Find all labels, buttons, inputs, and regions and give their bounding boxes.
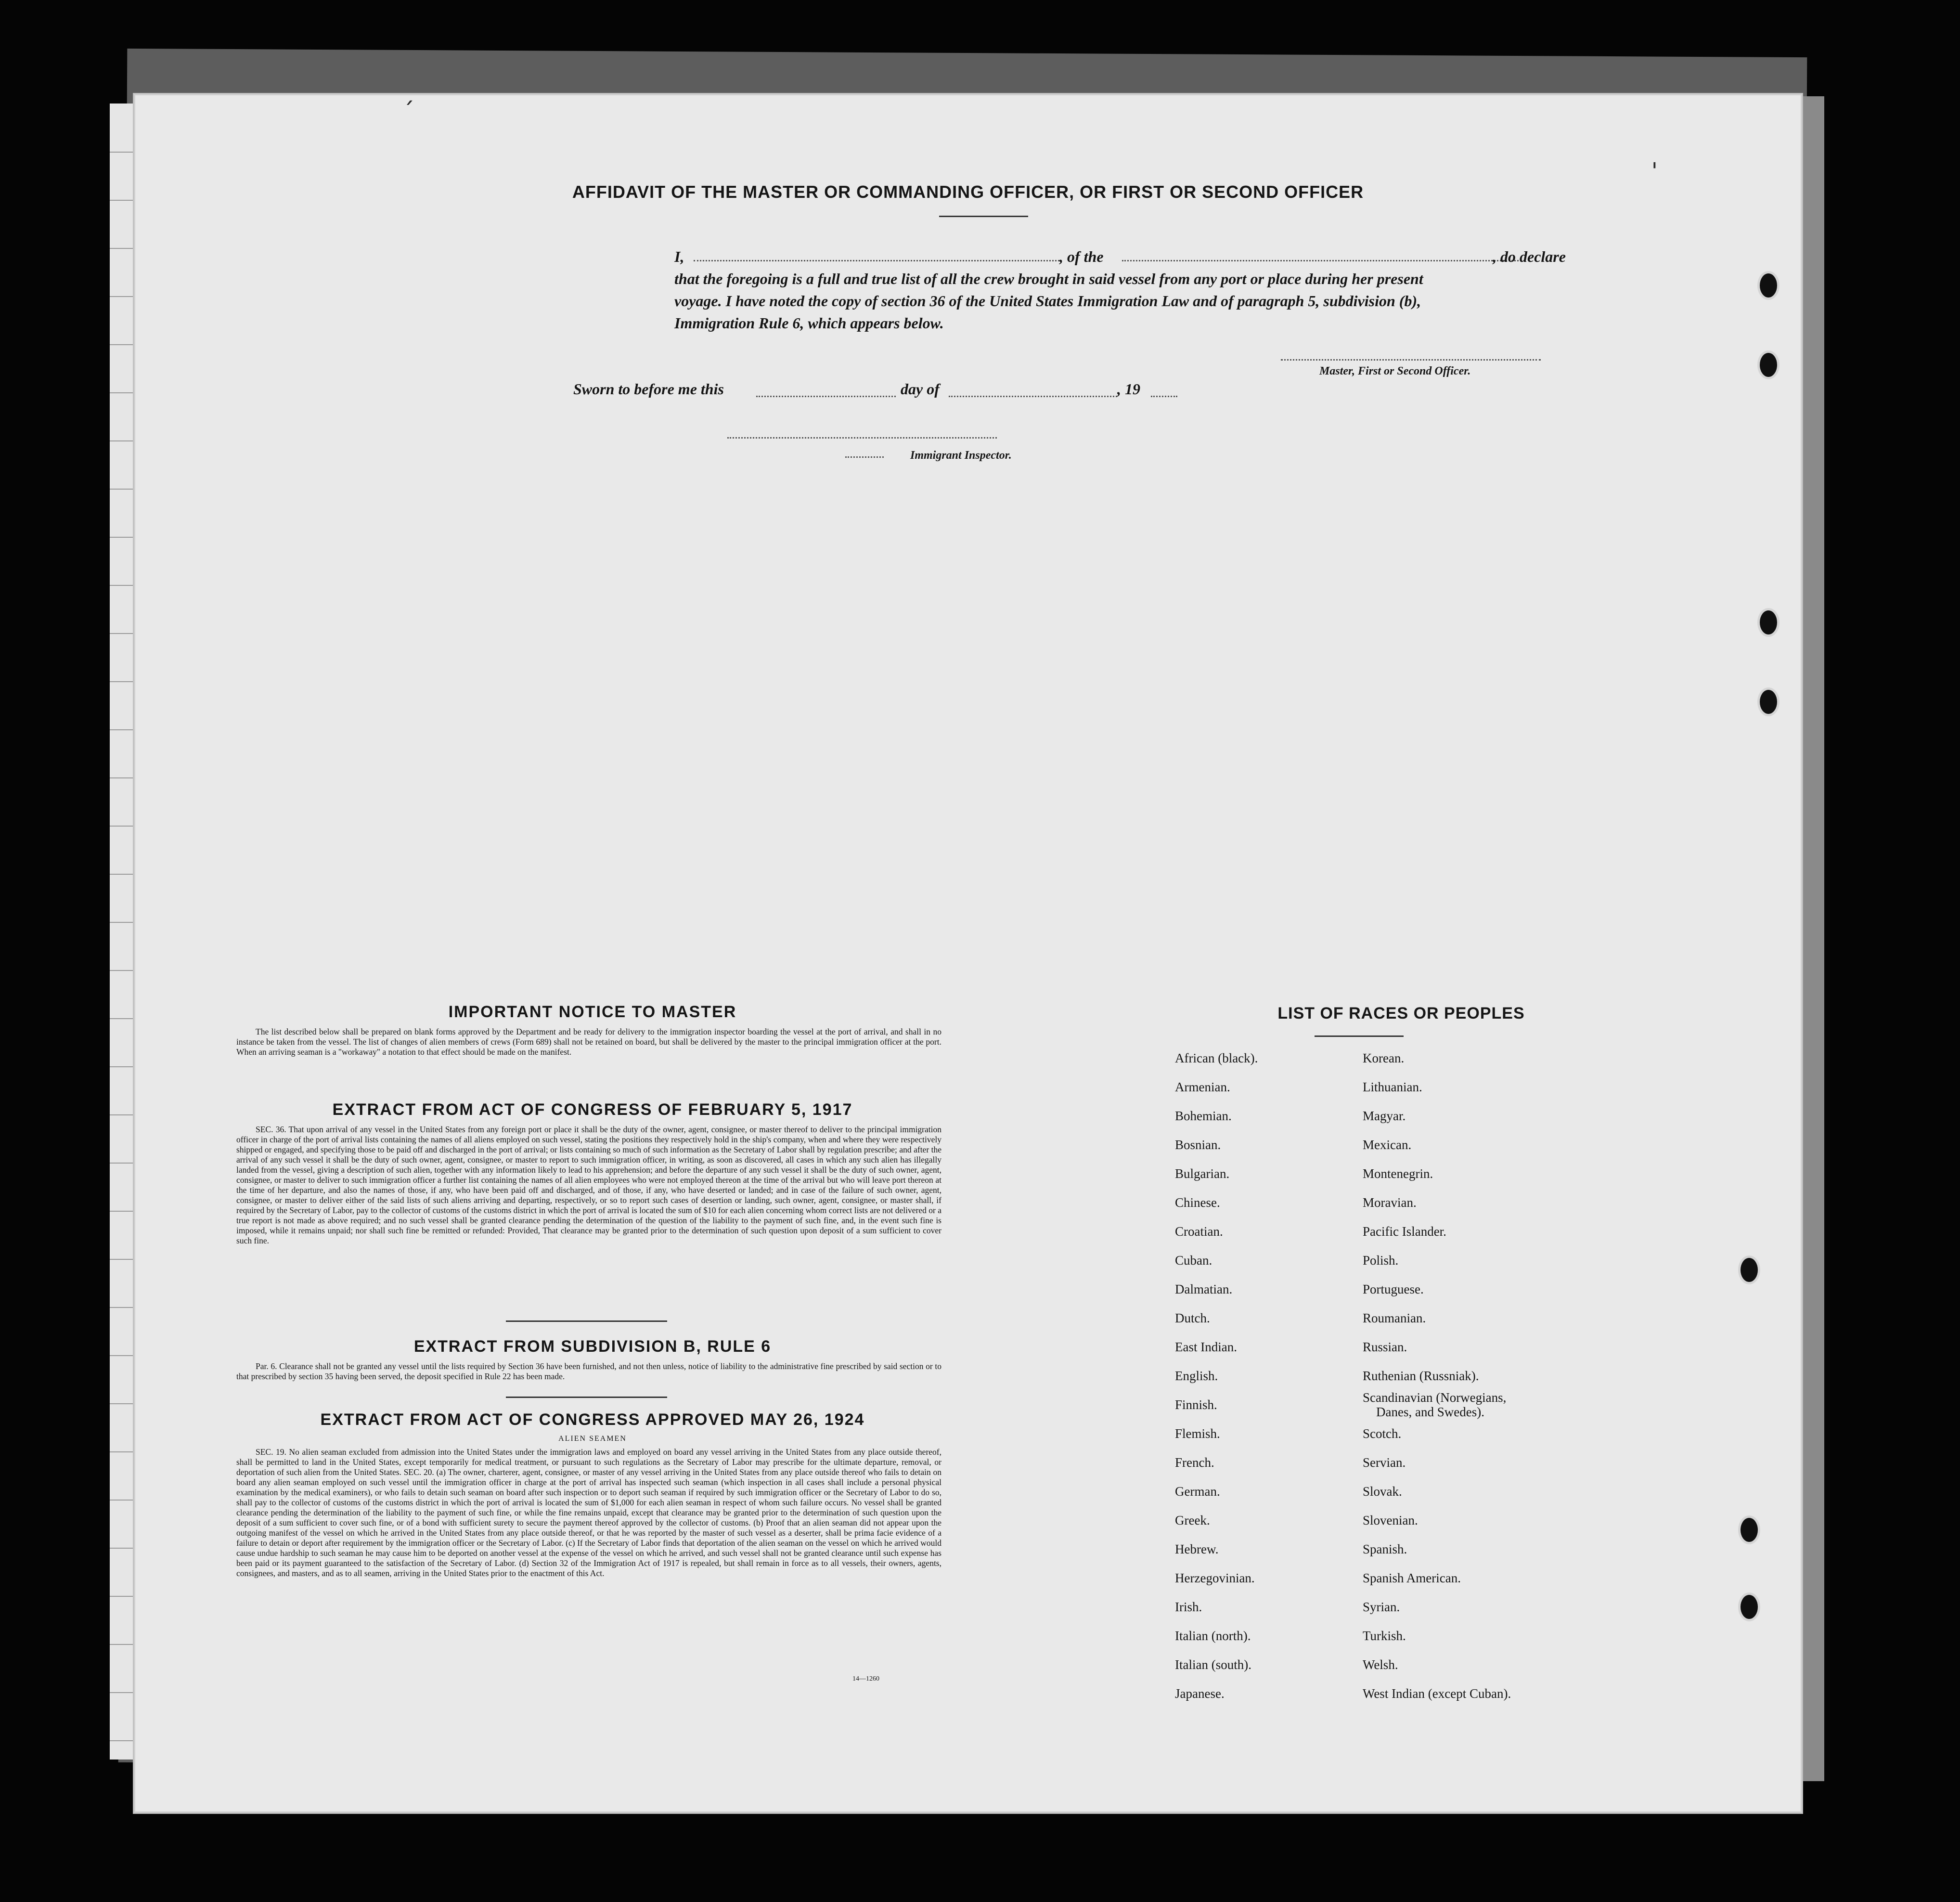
pen-mark: ˊ <box>402 98 414 126</box>
extract-1917-text: SEC. 36. That upon arrival of any vessel in the United States from any foreign port or place it shall be the duty of the owner, agent, consignee, or master thereof to deliver to the principal immigration officer in charge of the port of arrival lists containing the names of all aliens employed on such vessel, stating the positions they respectively hold in the ship's company, when and where they were respectively shipped or engaged, and specifying those to be paid off and discharged in the port of arrival; or lists containing so much of such information as the Secretary of Labor shall by regulation prescribe; and after the arrival of any such vessel it shall be the duty of such owner, agent, consignee, or master to report to such immigration officer, in writing, as soon as discovered, all cases in which any such alien has illegally landed from the vessel, giving a description of such alien, together with any information likely to lead to his apprehension; and before the departure of any such vessel it shall be the duty of such owner, agent, consignee, or master to deliver to such immigration officer a further list containing the names of all alien employees who were not employed thereon at the time of the arrival but who will leave port thereon at the time of her departure, and also the names of those, if any, who have been paid off and discharged, and of those, if any, who have deserted or landed; and in case of the failure of such owner, agent, consignee, or master to deliver either of the said lists of such aliens arriving and departing, respectively, or so to report such cases of desertion or landing, such owner, agent, consignee, or master shall, if required by the Secretary of Labor, pay to the collector of customs of the customs district in which the port of arrival is located the sum of $10 for each alien concerning whom correct lists are not delivered or a true report is not made as above required; and no such vessel shall be granted clearance pending the determination of the question of the liability to the payment of such fine, and, in the event such fine is imposed, while it remains unpaid; nor shall such fine be remitted or refunded: Provided, That clearance may be granted prior to the determination of such question upon deposit of a sum sufficient to cover such fine. <box>236 1125 941 1245</box>
race-left: Flemish. <box>1175 1426 1220 1441</box>
inspector-caption: Immigrant Inspector. <box>910 449 1012 462</box>
race-right: Korean. <box>1363 1051 1405 1065</box>
race-left: Croatian. <box>1175 1224 1223 1239</box>
affidavit-title: AFFIDAVIT OF THE MASTER OR COMMANDING OFFICER, OR FIRST OR SECOND OFFICER <box>572 182 1364 202</box>
race-left: Herzegovinian. <box>1175 1571 1255 1585</box>
form-number: 14—1260 <box>852 1675 879 1682</box>
race-right: Roumanian. <box>1363 1311 1426 1325</box>
race-right: Polish. <box>1363 1253 1399 1268</box>
race-right: Scotch. <box>1363 1426 1402 1441</box>
race-left: East Indian. <box>1175 1340 1237 1354</box>
race-left: French. <box>1175 1455 1214 1470</box>
races-title: LIST OF RACES OR PEOPLES <box>1277 1004 1525 1022</box>
declaration-line-1: that the foregoing is a full and true list of all the crew brought in said vessel from any port or place during her present <box>674 270 1423 287</box>
race-right: Montenegrin. <box>1363 1166 1433 1181</box>
race-left: Dalmatian. <box>1175 1282 1233 1296</box>
subdivision-text: Par. 6. Clearance shall not be granted any vessel until the lists required by Section 36 have been furnished, and not then unless, notice of liability to the administrative fine prescribed by said section or to that prescribed by section 35 having been served, the deposit specified in Rule 22 has been made. <box>236 1361 941 1381</box>
race-left: German. <box>1175 1484 1220 1499</box>
race-left: Bohemian. <box>1175 1109 1232 1123</box>
race-right: Scandinavian (Norwegians, <box>1363 1390 1507 1405</box>
race-left: Finnish. <box>1175 1397 1217 1412</box>
of-the-label: , of the <box>1059 248 1104 265</box>
race-right: Ruthenian (Russniak). <box>1363 1369 1479 1383</box>
race-right: West Indian (except Cuban). <box>1363 1686 1511 1701</box>
declaration-line-2: voyage. I have noted the copy of section 36 of the United States Immigration Law and of paragraph 5, subdivision (b), <box>674 292 1421 310</box>
race-right: Lithuanian. <box>1363 1080 1422 1094</box>
notice-text: The list described below shall be prepared on blank forms approved by the Department and be ready for delivery to the immigration inspector boarding the vessel at the port of arrival, and shall in no instance be taken from the vessel. The list of changes of alien members of crews (Form 689) shall not be retained on board, but shall be delivered by the master to the principal immigration officer at the port. When an arriving seaman is a "workaway" a notation to that effect should be made on the manifest. <box>236 1027 941 1057</box>
do-declare-label: , do declare <box>1493 248 1566 265</box>
race-left: Greek. <box>1175 1513 1210 1527</box>
year-label: , 19 <box>1117 380 1140 398</box>
race-right: Slovenian. <box>1363 1513 1418 1527</box>
i-label: I, <box>674 248 684 265</box>
day-of-label: day of <box>901 380 940 398</box>
race-right: Magyar. <box>1363 1109 1406 1123</box>
master-caption: Master, First or Second Officer. <box>1319 365 1471 377</box>
pen-mark: ' <box>1651 158 1658 184</box>
race-left: African (black). <box>1175 1051 1258 1065</box>
race-left: Bosnian. <box>1175 1138 1221 1152</box>
race-left: Chinese. <box>1175 1195 1220 1210</box>
subdivision-title: EXTRACT FROM SUBDIVISION B, RULE 6 <box>413 1337 772 1356</box>
races-list <box>135 95 1801 1780</box>
race-left: Italian (south). <box>1175 1657 1251 1672</box>
race-left: Bulgarian. <box>1175 1166 1230 1181</box>
race-left: Armenian. <box>1175 1080 1230 1094</box>
race-right: Moravian. <box>1363 1195 1417 1210</box>
race-right: Russian. <box>1363 1340 1407 1354</box>
notice-title: IMPORTANT NOTICE TO MASTER <box>448 1003 737 1021</box>
declaration-line-3: Immigration Rule 6, which appears below. <box>674 314 944 332</box>
extract-1917-title: EXTRACT FROM ACT OF CONGRESS OF FEBRUARY 5, 1917 <box>332 1100 853 1119</box>
race-right: Slovak. <box>1363 1484 1402 1499</box>
sworn-label: Sworn to before me this <box>573 380 724 398</box>
race-left: Japanese. <box>1175 1686 1225 1701</box>
race-right: Welsh. <box>1363 1657 1398 1672</box>
race-right: Danes, and Swedes). <box>1376 1405 1484 1419</box>
race-right: Pacific Islander. <box>1363 1224 1446 1239</box>
race-right: Mexican. <box>1363 1138 1412 1152</box>
race-right: Portuguese. <box>1363 1282 1424 1296</box>
race-right: Spanish American. <box>1363 1571 1461 1585</box>
extract-1924-text: SEC. 19. No alien seaman excluded from admission into the United States under the immigration laws and employed on board any vessel arriving in the United States from any place outside thereof, shall be permitted to land in the United States, except temporarily for medical treatment, or pursuant to such regulations as the Secretary of Labor may prescribe for the ultimate departure, removal, or deportation of such alien from the United States. SEC. 20. (a) The owner, charterer, agent, consignee, or master of any vessel arriving in the United States from any place outside thereof who fails to detain on board any alien seaman employed on such vessel until the immigration officer in charge at the port of arrival has inspected such seaman (which inspection in all cases shall include a personal physical examination by the medical examiners), or who fails to detain such seaman on board after such inspection or to deport such seaman if required by such immigration officer or the Secretary of Labor to do so, shall pay to the collector of customs of the customs district in which the port of arrival is located the sum of $1,000 for each alien seaman in respect of whom such failure occurs. No vessel shall be granted clearance pending the determination of the liability to the payment of such fine, or while the fine remains unpaid, except that clearance may be granted prior to the determination of such question upon the deposit of a sum sufficient to cover such fine, or of a bond with sufficient surety to secure the payment thereof approved by the collector of customs. (b) Proof that an alien seaman did not appear upon the outgoing manifest of the vessel on which he arrived in the United States from any place outside thereof, or that he was reported by the master of such vessel as a deserter, shall be prima facie evidence of a failure to detain or deport after requirement by the immigration officer or the Secretary of Labor. (c) If the Secretary of Labor finds that deportation of the alien seaman on the vessel on which he arrived would cause undue hardship to such seaman he may cause him to be deported on another vessel at the expense of the vessel on which he arrived, and such vessel shall not be granted clearance until such expense has been paid or its payment guaranteed to the satisfaction of the Secretary of Labor. (d) Section 32 of the Immigration Act of 1917 is repealed, but shall remain in force as to all vessels, their owners, agents, consignees, and masters, and as to all seamen, arriving in the United States prior to the enactment of this Act. <box>236 1447 941 1578</box>
race-left: Irish. <box>1175 1600 1202 1614</box>
race-left: Hebrew. <box>1175 1542 1219 1556</box>
race-left: Cuban. <box>1175 1253 1212 1268</box>
alien-seamen-subtitle: ALIEN SEAMEN <box>558 1435 627 1443</box>
race-left: English. <box>1175 1369 1218 1383</box>
race-right: Spanish. <box>1363 1542 1407 1556</box>
race-left: Dutch. <box>1175 1311 1210 1325</box>
race-right: Turkish. <box>1363 1629 1406 1643</box>
race-left: Italian (north). <box>1175 1629 1251 1643</box>
document-page <box>134 94 1802 1813</box>
extract-1924-title: EXTRACT FROM ACT OF CONGRESS APPROVED MAY 26, 1924 <box>320 1410 865 1429</box>
race-right: Servian. <box>1363 1455 1406 1470</box>
race-right: Syrian. <box>1363 1600 1400 1614</box>
